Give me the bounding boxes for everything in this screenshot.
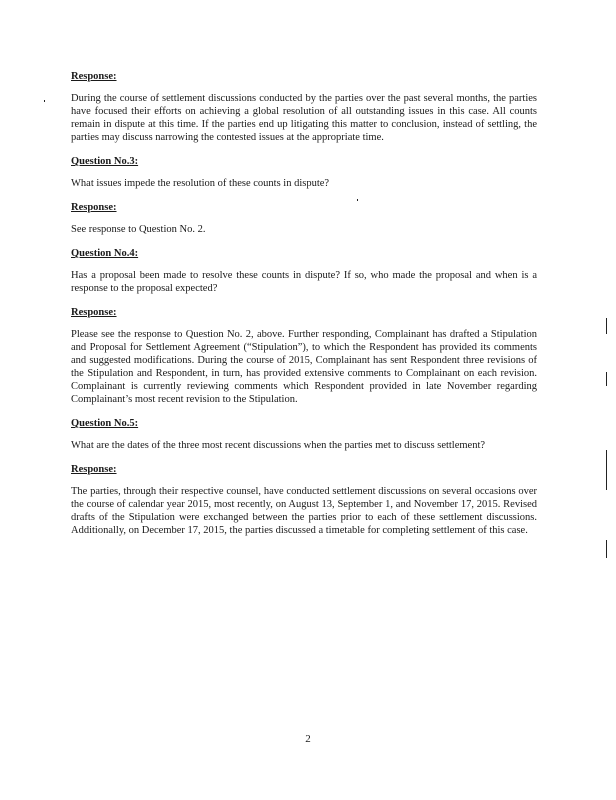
section-question-4 bbox=[71, 247, 537, 295]
scan-artifact bbox=[606, 450, 607, 490]
document-body bbox=[71, 70, 537, 537]
section-heading: Response: bbox=[71, 202, 117, 213]
section-heading: Response: bbox=[71, 464, 117, 475]
section-text: See response to Question No. 2. bbox=[71, 224, 206, 235]
section-heading: Response: bbox=[71, 307, 117, 318]
section-response-q4 bbox=[71, 306, 537, 406]
section-response-q5 bbox=[71, 463, 537, 537]
section-response-q3 bbox=[71, 201, 537, 236]
section-text: What are the dates of the three most recent discussions when the parties met to discuss settlement? bbox=[71, 440, 486, 451]
section-text: What issues impede the resolution of these counts in dispute? bbox=[71, 178, 330, 189]
scan-artifact bbox=[606, 540, 607, 558]
section-text: Please see the response to Question No. 2, above. Further responding, Complainant has drafted a Stipulation and Proposal for Settlement Agreement (“Stipulation”), to which the Respondent has provided its comments and suggested modifications. During the course of 2015, Complainant has sent Respondent three revisions of the Stipulation and Respondent, in turn, has provided extensive comments to Complainant on each revision. Complainant is currently reviewing comments which Respondent provided in late November regarding Complainant’s most recent revision to the Stipulation. bbox=[71, 329, 537, 405]
section-response-q2 bbox=[71, 70, 537, 144]
section-text: Has a proposal been made to resolve these counts in dispute? If so, who made the proposal and when is a response to the proposal expected? bbox=[71, 270, 537, 294]
scan-artifact bbox=[606, 372, 607, 386]
page-number: 2 bbox=[305, 733, 311, 745]
section-text: The parties, through their respective counsel, have conducted settlement discussions on several occasions over the course of calendar year 2015, most recently, on August 13, September 1, and November 17, 2015. Revised drafts of the Stipulation were exchanged between the parties prior to each of these settlement discussions. Additionally, on December 17, 2015, the parties discussed a timetable for completing settlement of this case. bbox=[71, 486, 537, 536]
section-heading: Question No.3: bbox=[71, 156, 139, 167]
scan-artifact bbox=[606, 318, 607, 334]
scan-artifact bbox=[357, 199, 358, 201]
scan-artifact bbox=[44, 100, 45, 102]
section-heading: Response: bbox=[71, 71, 117, 82]
section-question-3 bbox=[71, 155, 537, 190]
section-heading: Question No.4: bbox=[71, 248, 139, 259]
section-question-5 bbox=[71, 417, 537, 452]
section-heading: Question No.5: bbox=[71, 418, 139, 429]
section-text: During the course of settlement discussions conducted by the parties over the past several months, the parties have focused their efforts on achieving a global resolution of all outstanding issues in this case. All counts remain in dispute at this time. If the parties end up litigating this matter to conclusion, instead of settling, the parties may discuss narrowing the contested issues at the appropriate time. bbox=[71, 93, 537, 143]
